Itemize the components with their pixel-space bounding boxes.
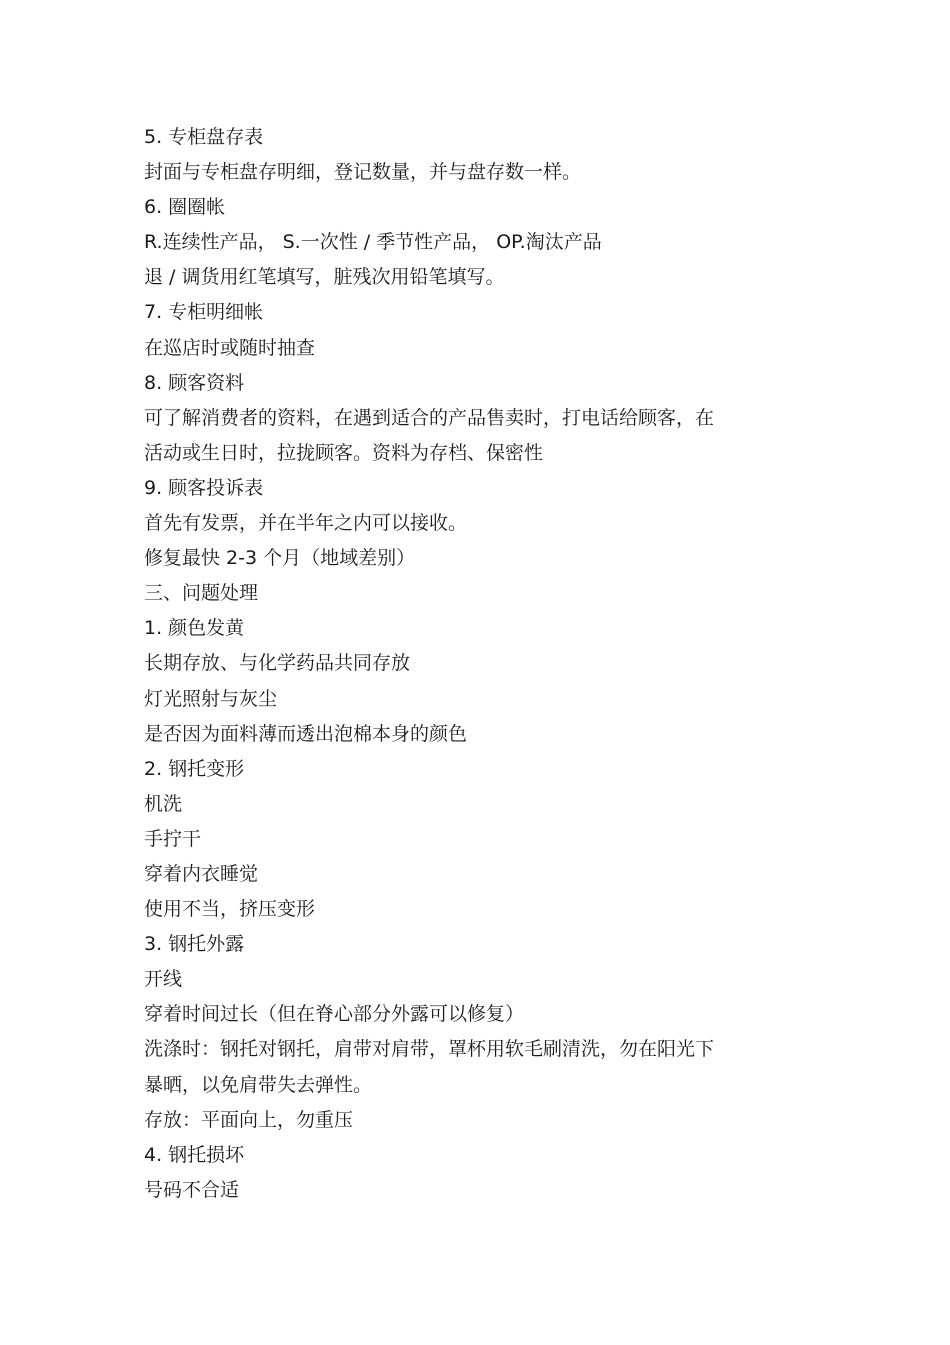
heading-circle-account: 6. 圈圈帐 — [144, 196, 226, 219]
heading-underwire-deformation: 2. 钢托变形 — [144, 757, 245, 780]
heading-customer-info: 8. 顾客资料 — [144, 371, 245, 394]
text-line: 是否因为面料薄而透出泡棉本身的颜色 — [144, 722, 468, 745]
text-line: 号码不合适 — [144, 1178, 240, 1201]
text-line: 封面与专柜盘存明细，登记数量，并与盘存数一样。 — [144, 161, 582, 184]
text-line: 穿着内衣睡觉 — [144, 862, 259, 885]
text-line: 长期存放、与化学药品共同存放 — [144, 652, 411, 675]
text-line: 退 / 调货用红笔填写，脏残次用铅笔填写。 — [144, 266, 505, 289]
heading-counter-detail-account: 7. 专柜明细帐 — [144, 301, 264, 324]
heading-customer-complaint: 9. 顾客投诉表 — [144, 476, 264, 499]
text-line: 手拧干 — [144, 827, 202, 850]
text-line: 可了解消费者的资料，在遇到适合的产品售卖时，打电话给顾客，在 — [144, 406, 715, 429]
heading-underwire-damage: 4. 钢托损坏 — [144, 1143, 245, 1166]
text-line: 开线 — [144, 968, 183, 991]
text-line: 活动或生日时，拉拢顾客。资料为存档、保密性 — [144, 441, 544, 464]
text-line: 穿着时间过长（但在脊心部分外露可以修复） — [144, 1003, 525, 1026]
text-line: 首先有发票，并在半年之内可以接收。 — [144, 512, 468, 535]
text-line: 存放：平面向上，勿重压 — [144, 1108, 354, 1131]
text-line: 使用不当，挤压变形 — [144, 898, 316, 921]
heading-underwire-exposed: 3. 钢托外露 — [144, 933, 245, 956]
text-line: 机洗 — [144, 792, 183, 815]
text-line: 修复最快 2-3 个月（地域差别） — [144, 547, 416, 570]
text-line: R.连续性产品， S.一次性 / 季节性产品， OP.淘汰产品 — [144, 231, 602, 254]
text-line: 暴晒，以免肩带失去弹性。 — [144, 1073, 373, 1096]
text-line: 洗涤时：钢托对钢托，肩带对肩带，罩杯用软毛刷清洗，勿在阳光下 — [144, 1038, 715, 1061]
text-line: 灯光照射与灰尘 — [144, 687, 278, 710]
document-body — [144, 120, 804, 1208]
heading-color-yellowing: 1. 颜色发黄 — [144, 617, 245, 640]
heading-counter-inventory: 5. 专柜盘存表 — [144, 126, 264, 148]
section-heading-problem-handling: 三、问题处理 — [144, 582, 259, 605]
text-line: 在巡店时或随时抽查 — [144, 336, 316, 359]
